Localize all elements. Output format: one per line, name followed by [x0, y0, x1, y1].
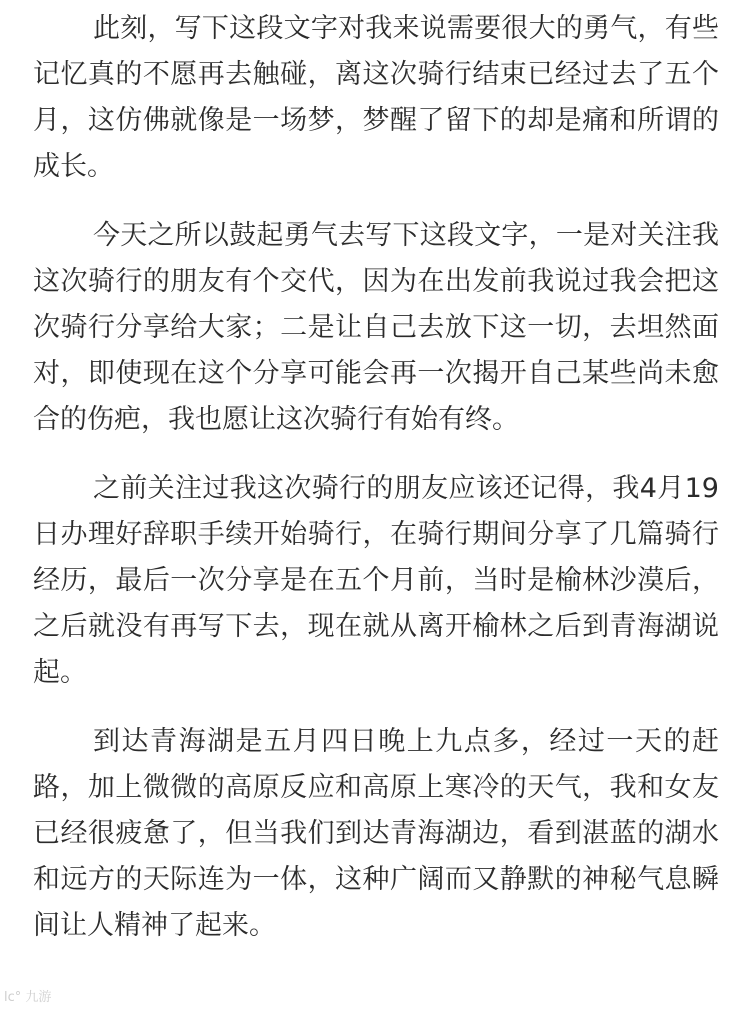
- paragraph-4: 到达青海湖是五月四日晚上九点多，经过一天的赶路，加上微微的高原反应和高原上寒冷的天气，我和女友已经很疲惫了，但当我们到达青海湖边，看到湛蓝的湖水和远方的天际连为一体，这种广阔而又静默的神秘气息瞬间让人精神了起来。: [33, 726, 719, 941]
- watermark: lc° 九游: [4, 990, 52, 1005]
- paragraph-2: 今天之所以鼓起勇气去写下这段文字，一是对关注我这次骑行的朋友有个交代，因为在出发前我说过我会把这次骑行分享给大家；二是让自己去放下这一切，去坦然面对，即使现在这个分享可能会再一次揭开自己某些尚未愈合的伤疤，我也愿让这次骑行有始有终。: [33, 220, 719, 435]
- article-body: [33, 6, 719, 949]
- paragraph-3: 之前关注过我这次骑行的朋友应该还记得，我4月19日办理好辞职手续开始骑行，在骑行期间分享了几篇骑行经历，最后一次分享是在五个月前，当时是榆林沙漠后，之后就没有再写下去，现在就从离开榆林之后到青海湖说起。: [33, 473, 719, 688]
- paragraph-1: 此刻，写下这段文字对我来说需要很大的勇气，有些记忆真的不愿再去触碰，离这次骑行结束已经过去了五个月，这仿佛就像是一场梦，梦醒了留下的却是痛和所谓的成长。: [33, 13, 719, 182]
